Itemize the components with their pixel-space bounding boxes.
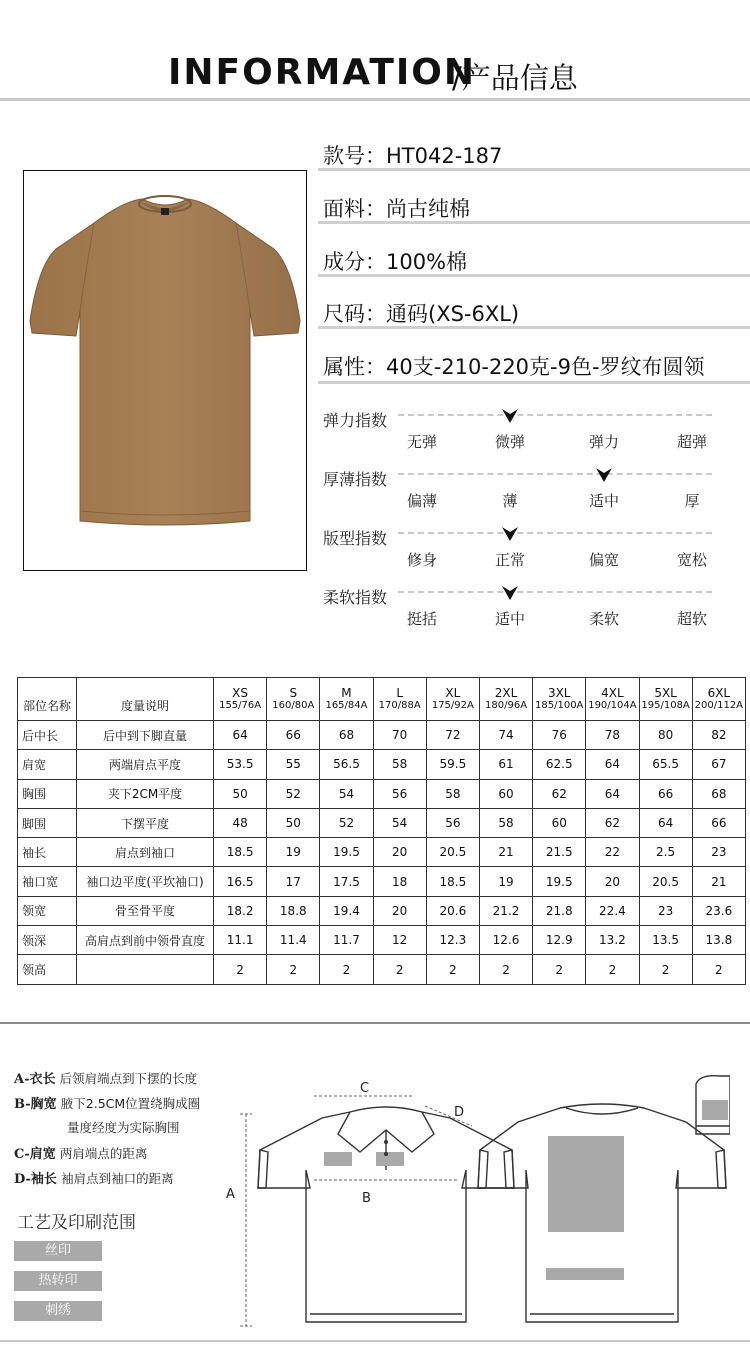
row-value: 20 (373, 896, 426, 925)
row-value: 13.2 (586, 926, 639, 955)
craft-badge-silkscreen: 丝印 (14, 1241, 102, 1261)
section-divider (0, 1022, 750, 1024)
row-value: 80 (639, 721, 692, 750)
table-row (18, 750, 746, 779)
index-scale-line (398, 414, 712, 416)
header-size: 2XL 180/96A (479, 678, 532, 721)
row-value: 2 (533, 955, 586, 984)
row-part: 肩宽 (18, 750, 77, 779)
row-part: 胸围 (18, 779, 77, 808)
row-value: 65.5 (639, 750, 692, 779)
row-value: 18.2 (214, 896, 267, 925)
page-title: INFORMATION (168, 52, 477, 93)
row-method: 两端肩点平度 (77, 750, 214, 779)
spec-divider (318, 326, 750, 329)
row-value: 2 (267, 955, 320, 984)
row-value: 19.5 (320, 838, 373, 867)
row-value: 13.8 (692, 926, 745, 955)
row-value: 60 (479, 779, 532, 808)
row-value: 21.2 (479, 896, 532, 925)
row-value: 23.6 (692, 896, 745, 925)
row-part: 袖长 (18, 838, 77, 867)
product-photo (23, 170, 307, 571)
legend-shoulder: C-肩宽 两肩端点的距离 (14, 1146, 148, 1162)
row-value: 55 (267, 750, 320, 779)
index-scale-line (398, 532, 712, 534)
row-value: 12 (373, 926, 426, 955)
row-value: 53.5 (214, 750, 267, 779)
row-value: 23 (639, 896, 692, 925)
row-value: 52 (320, 808, 373, 837)
row-value: 18.8 (267, 896, 320, 925)
index-option: 超软 (676, 610, 707, 628)
row-value: 19 (479, 867, 532, 896)
row-value: 68 (320, 721, 373, 750)
header-size: S 160/80A (267, 678, 320, 721)
row-value: 18 (373, 867, 426, 896)
bottom-divider (0, 1340, 750, 1342)
row-value: 62 (533, 779, 586, 808)
table-row (18, 955, 746, 984)
row-value: 59.5 (426, 750, 479, 779)
row-value: 2 (214, 955, 267, 984)
row-value: 22.4 (586, 896, 639, 925)
header-size: 6XL 200/112A (692, 678, 745, 721)
row-value: 11.7 (320, 926, 373, 955)
row-value: 2 (692, 955, 745, 984)
row-value: 56 (373, 779, 426, 808)
index-scale-line (398, 591, 712, 593)
craft-badge-heat-transfer: 热转印 (14, 1271, 102, 1291)
header-size: L 170/88A (373, 678, 426, 721)
row-value: 58 (373, 750, 426, 779)
table-row (18, 896, 746, 925)
spec-style-no: 款号：HT042-187 (323, 144, 503, 168)
row-method: 骨至骨平度 (77, 896, 214, 925)
index-option: 适中 (588, 492, 619, 510)
row-value: 64 (639, 808, 692, 837)
row-value: 17 (267, 867, 320, 896)
row-value: 66 (267, 721, 320, 750)
row-value: 66 (639, 779, 692, 808)
row-value: 67 (692, 750, 745, 779)
row-value: 17.5 (320, 867, 373, 896)
spec-divider (318, 168, 750, 171)
row-value: 48 (214, 808, 267, 837)
table-row (18, 721, 746, 750)
header-size: 3XL 185/100A (533, 678, 586, 721)
row-part: 领高 (18, 955, 77, 984)
row-part: 领宽 (18, 896, 77, 925)
row-value: 2.5 (639, 838, 692, 867)
row-value: 56 (426, 808, 479, 837)
row-part: 袖口宽 (18, 867, 77, 896)
header-part: 部位名称 (18, 678, 77, 721)
spec-divider (318, 381, 750, 384)
index-marker-icon (501, 526, 519, 542)
row-value: 2 (586, 955, 639, 984)
spec-size: 尺码：通码(XS-6XL) (323, 302, 520, 326)
page-title-cn: /产品信息 (452, 61, 578, 95)
row-value: 2 (320, 955, 373, 984)
row-value: 56.5 (320, 750, 373, 779)
index-label: 厚薄指数 (323, 470, 388, 489)
index-option: 无弹 (406, 433, 437, 451)
row-value: 19.5 (533, 867, 586, 896)
row-value: 18.5 (426, 867, 479, 896)
craft-title: 工艺及印刷范围 (17, 1213, 136, 1233)
row-value: 50 (214, 779, 267, 808)
row-part: 脚围 (18, 808, 77, 837)
spec-divider (318, 274, 750, 277)
index-option: 偏宽 (588, 551, 619, 569)
row-value: 2 (479, 955, 532, 984)
dim-letter-c: C (360, 1081, 370, 1096)
spec-attributes: 属性：40支-210-220克-9色-罗纹布圆领 (323, 355, 705, 379)
row-value: 68 (692, 779, 745, 808)
index-option: 薄 (502, 492, 518, 510)
index-scale-line (398, 473, 712, 475)
row-method: 后中到下脚直量 (77, 721, 214, 750)
index-option: 微弹 (494, 433, 525, 451)
row-part: 领深 (18, 926, 77, 955)
header-divider (0, 98, 750, 101)
index-option: 修身 (406, 551, 437, 569)
row-value: 21.5 (533, 838, 586, 867)
row-value: 20 (586, 867, 639, 896)
row-value: 21 (479, 838, 532, 867)
index-marker-icon (501, 408, 519, 424)
table-row (18, 779, 746, 808)
row-value: 12.6 (479, 926, 532, 955)
header-size: XL 175/92A (426, 678, 479, 721)
row-value: 82 (692, 721, 745, 750)
row-value: 18.5 (214, 838, 267, 867)
index-option: 适中 (494, 610, 525, 628)
index-option: 挺括 (406, 610, 437, 628)
dim-letter-a: A (226, 1187, 235, 1202)
row-value: 12.9 (533, 926, 586, 955)
spec-divider (318, 221, 750, 224)
row-value: 54 (373, 808, 426, 837)
index-option: 弹力 (588, 433, 619, 451)
header-method: 度量说明 (77, 678, 214, 721)
row-value: 12.3 (426, 926, 479, 955)
dim-letter-b: B (362, 1191, 371, 1206)
row-method: 夹下2CM平度 (77, 779, 214, 808)
row-value: 78 (586, 721, 639, 750)
legend-chest-note: 量度经度为实际胸围 (67, 1120, 180, 1135)
row-value: 21 (692, 867, 745, 896)
row-value: 61 (479, 750, 532, 779)
row-value: 64 (214, 721, 267, 750)
index-marker-icon (501, 585, 519, 601)
row-value: 23 (692, 838, 745, 867)
header-size: M 165/84A (320, 678, 373, 721)
row-value: 72 (426, 721, 479, 750)
row-value: 62.5 (533, 750, 586, 779)
row-value: 52 (267, 779, 320, 808)
spec-composition: 成分：100%棉 (323, 250, 468, 274)
size-table-header (18, 678, 746, 721)
index-option: 超弹 (676, 433, 707, 451)
table-row (18, 926, 746, 955)
row-method: 高肩点到前中领骨直度 (77, 926, 214, 955)
index-label: 弹力指数 (323, 411, 388, 430)
measurement-diagram (220, 1070, 730, 1338)
table-row (18, 867, 746, 896)
row-value: 2 (426, 955, 479, 984)
index-option: 厚 (684, 492, 700, 510)
row-value: 2 (639, 955, 692, 984)
index-option: 正常 (494, 551, 525, 569)
header-size: 4XL 190/104A (586, 678, 639, 721)
row-value: 19 (267, 838, 320, 867)
size-table (17, 677, 746, 985)
row-value: 22 (586, 838, 639, 867)
row-part: 后中长 (18, 721, 77, 750)
row-value: 60 (533, 808, 586, 837)
legend-length: A-衣长 后领肩端点到下摆的长度 (14, 1071, 198, 1087)
row-value: 50 (267, 808, 320, 837)
table-row (18, 838, 746, 867)
row-value: 11.1 (214, 926, 267, 955)
index-label: 柔软指数 (323, 588, 388, 607)
index-option: 宽松 (676, 551, 707, 569)
table-row (18, 808, 746, 837)
row-value: 58 (479, 808, 532, 837)
header-size: XS 155/76A (214, 678, 267, 721)
row-value: 20.5 (639, 867, 692, 896)
tshirt-photo-icon (24, 171, 306, 570)
row-value: 64 (586, 750, 639, 779)
index-marker-icon (595, 467, 613, 483)
craft-badge-embroidery: 刺绣 (14, 1301, 102, 1321)
row-value: 2 (373, 955, 426, 984)
legend-sleeve: D-袖长 袖肩点到袖口的距离 (14, 1171, 174, 1187)
row-value: 13.5 (639, 926, 692, 955)
index-option: 偏薄 (406, 492, 437, 510)
row-value: 20.5 (426, 838, 479, 867)
row-value: 64 (586, 779, 639, 808)
row-value: 70 (373, 721, 426, 750)
row-value: 11.4 (267, 926, 320, 955)
row-value: 58 (426, 779, 479, 808)
row-value: 76 (533, 721, 586, 750)
spec-fabric: 面料：尚古纯棉 (323, 197, 470, 221)
row-method: 下摆平度 (77, 808, 214, 837)
row-value: 20 (373, 838, 426, 867)
row-value: 19.4 (320, 896, 373, 925)
row-method: 肩点到袖口 (77, 838, 214, 867)
row-method (77, 955, 214, 984)
row-value: 66 (692, 808, 745, 837)
row-value: 54 (320, 779, 373, 808)
dim-letter-d: D (454, 1105, 465, 1120)
row-value: 62 (586, 808, 639, 837)
row-value: 74 (479, 721, 532, 750)
row-value: 16.5 (214, 867, 267, 896)
header-size: 5XL 195/108A (639, 678, 692, 721)
index-label: 版型指数 (323, 529, 388, 548)
row-value: 20.6 (426, 896, 479, 925)
index-option: 柔软 (588, 610, 619, 628)
row-value: 21.8 (533, 896, 586, 925)
row-method: 袖口边平度(平坎袖口) (77, 867, 214, 896)
legend-chest: B-胸宽 腋下2.5CM位置绕胸成圈 (14, 1096, 201, 1112)
